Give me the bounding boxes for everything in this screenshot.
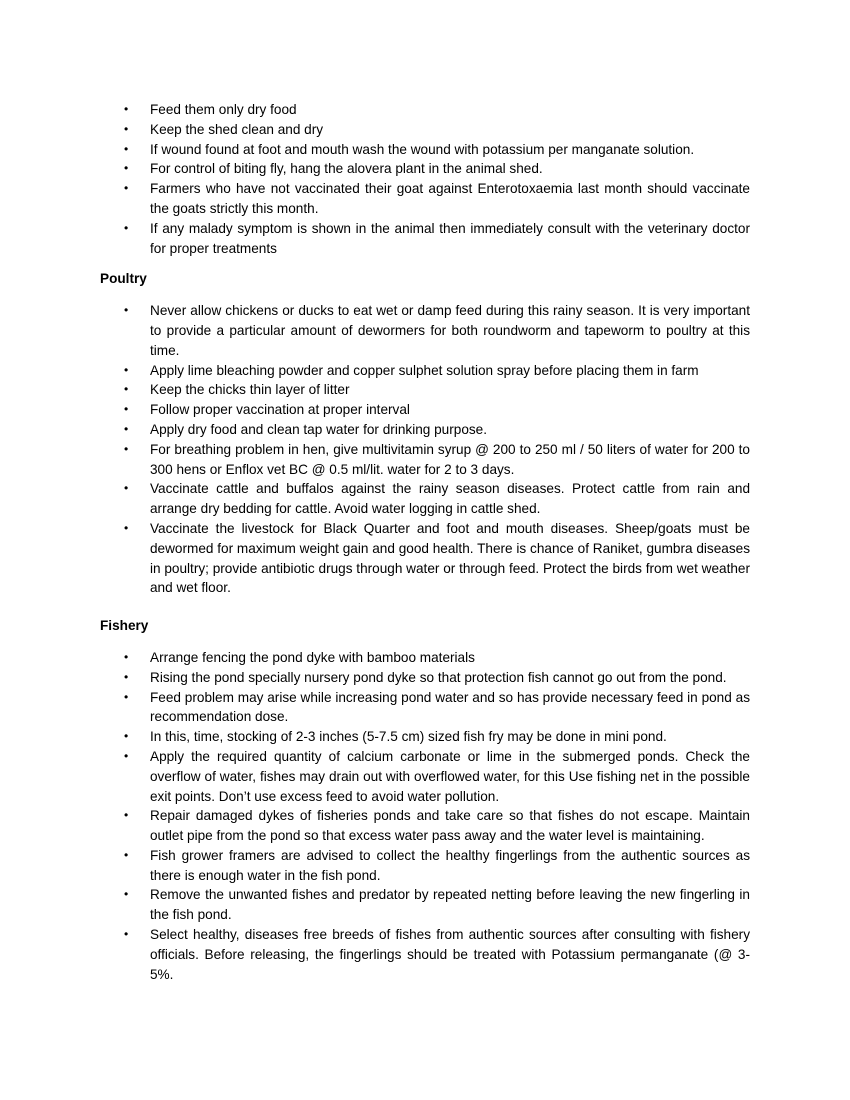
list-item: • Apply lime bleaching powder and copper sulphet solution spray before placing them in farm xyxy=(100,361,750,381)
list-item: • For breathing problem in hen, give multivitamin syrup @ 200 to 250 ml / 50 liters of water for 200 to 300 hens or Enflox vet BC @ 0.5 ml/lit. water for 2 to 3 days. xyxy=(124,441,750,477)
bullet-icon: • xyxy=(124,102,129,116)
bullet-icon: • xyxy=(124,441,129,456)
list-item: • Farmers who have not vaccinated their goat against Enterotoxaemia last month should vaccinate the goats strictly this month. xyxy=(124,181,750,216)
list-item: • Repair damaged dykes of fisheries ponds and take care so that fishes do not escape. Maintain outlet pipe from the pond so that excess water pass away and the water level is maintaining. xyxy=(124,808,750,844)
bullet-icon: • xyxy=(124,181,129,196)
list-item: • If wound found at foot and mouth wash the wound with potassium per manganate solution. xyxy=(100,140,750,160)
list-item: • Keep the chicks thin layer of litter xyxy=(100,380,750,400)
bullet-icon: • xyxy=(124,748,129,763)
bullet-icon: • xyxy=(124,729,129,744)
list-item: • Apply dry food and clean tap water for drinking purpose. xyxy=(100,420,750,440)
list-item: • If any malady symptom is shown in the animal then immediately consult with the veterinary doctor for proper treatments xyxy=(124,220,750,256)
list-item: • For control of biting fly, hang the alovera plant in the animal shed. xyxy=(100,159,750,179)
page-content xyxy=(100,100,750,984)
list-item: • Vaccinate cattle and buffalos against the rainy season diseases. Protect cattle from rain and arrange dry bedding for cattle. Avoid water logging in cattle shed. xyxy=(124,481,750,517)
bullet-icon: • xyxy=(124,303,129,318)
bullet-icon: • xyxy=(124,421,129,436)
poultry-list xyxy=(100,301,750,598)
list-item: • Feed them only dry food xyxy=(100,100,750,120)
bullet-icon: • xyxy=(124,887,129,902)
list-item: • Keep the shed clean and dry xyxy=(100,120,750,140)
bullet-icon: • xyxy=(124,808,129,823)
list-item: • Rising the pond specially nursery pond dyke so that protection fish cannot go out from the pond. xyxy=(100,668,750,688)
fishery-list xyxy=(100,648,750,985)
bullet-icon: • xyxy=(124,402,129,417)
bullet-icon: • xyxy=(124,481,129,496)
bullet-icon: • xyxy=(124,220,129,235)
list-item: • Vaccinate the livestock for Black Quarter and foot and mouth diseases. Sheep/goats must be dewormed for maximum weight gain and good health. There is chance of Raniket, gumbra diseases in poultry; provide antibiotic drugs through water or through feed. Protect the birds from wet weather and wet floor. xyxy=(124,520,750,596)
list-item: • Never allow chickens or ducks to eat wet or damp feed during this rainy season. It is very important to provide a particular amount of dewormers for both roundworm and tapeworm to poultry at this time. xyxy=(124,303,750,358)
list-item: • Arrange fencing the pond dyke with bamboo materials xyxy=(100,648,750,668)
bullet-icon: • xyxy=(124,362,129,377)
bullet-icon: • xyxy=(124,669,129,684)
bullet-icon: • xyxy=(124,520,129,535)
list-item: • Feed problem may arise while increasing pond water and so has provide necessary feed in pond as recommendation dose. xyxy=(124,689,750,725)
bullet-icon: • xyxy=(124,161,129,176)
bullet-icon: • xyxy=(124,141,129,156)
poultry-heading: Poultry xyxy=(100,271,147,287)
bullet-icon: • xyxy=(124,689,129,704)
list-item: • Fish grower framers are advised to collect the healthy fingerlings from the authentic sources as there is enough water in the fish pond. xyxy=(124,847,750,883)
bullet-icon: • xyxy=(124,847,129,862)
bullet-icon: • xyxy=(124,927,129,942)
list-item: • Follow proper vaccination at proper interval xyxy=(100,400,750,420)
bullet-icon: • xyxy=(124,649,129,664)
goat-care-list xyxy=(100,100,750,258)
list-item: • Select healthy, diseases free breeds of fishes from authentic sources after consulting with fishery officials. Before releasing, the fingerlings should be treated with Potassium permanganate (@ 3-5%. xyxy=(124,927,750,982)
list-item: • In this, time, stocking of 2-3 inches (5-7.5 cm) sized fish fry may be done in mini pond. xyxy=(100,727,750,747)
bullet-icon: • xyxy=(124,382,129,397)
bullet-icon: • xyxy=(124,121,129,136)
list-item: • Remove the unwanted fishes and predator by repeated netting before leaving the new fingerling in the fish pond. xyxy=(124,887,750,923)
list-item: • Apply the required quantity of calcium carbonate or lime in the submerged ponds. Check the overflow of water, fishes may drain out with overflowed water, for this Use fishing net in the possible exit points. Don’t use excess feed to avoid water pollution. xyxy=(124,748,750,804)
fishery-heading: Fishery xyxy=(100,618,149,634)
